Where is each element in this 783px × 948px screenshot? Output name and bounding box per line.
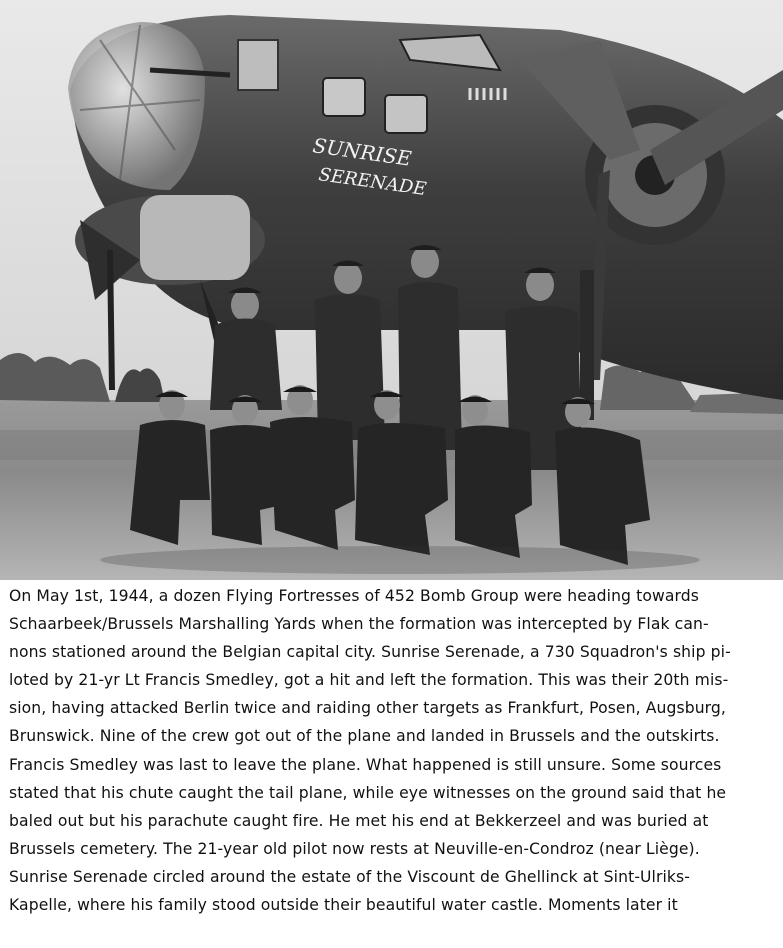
caption-line: Brussels cemetery. The 21-year old pilot now rests at Neuville-en-Condroz (near Liège). (9, 839, 700, 858)
caption-line: stated that his chute caught the tail plane, while eye witnesses on the ground said that he (9, 783, 727, 802)
caption-text (9, 582, 779, 919)
caption-line: nons stationed around the Belgian capital city. Sunrise Serenade, a 730 Squadron's ship pi- (9, 643, 731, 662)
caption-line: Brunswick. Nine of the crew got out of the plane and landed in Brussels and the outskirts. (9, 727, 720, 746)
caption-line: sion, having attacked Berlin twice and raiding other targets as Frankfurt, Posen, Augsburg, (9, 699, 726, 718)
nose-art-line-2: SERENADE (317, 164, 428, 201)
caption-line: On May 1st, 1944, a dozen Flying Fortresses of 452 Bomb Group were heading towards (9, 587, 699, 605)
caption-line: Sunrise Serenade circled around the estate of the Viscount de Ghellinck at Sint-Ulriks- (9, 867, 691, 886)
caption-line: loted by 21-yr Lt Francis Smedley, got a hit and left the formation. This was their 20th mis- (9, 671, 729, 690)
caption-line: Kapelle, where his family stood outside their beautiful water castle. Moments later it (9, 896, 678, 915)
caption-line: Schaarbeek/Brussels Marshalling Yards when the formation was intercepted by Flak can- (9, 615, 709, 634)
nose-art-line-1: SUNRISE (311, 133, 414, 171)
caption-line: baled out but his parachute caught fire. He met his end at Bekkerzeel and was buried at (9, 811, 709, 830)
caption-line: Francis Smedley was last to leave the plane. What happened is still unsure. Some sources (9, 755, 722, 774)
